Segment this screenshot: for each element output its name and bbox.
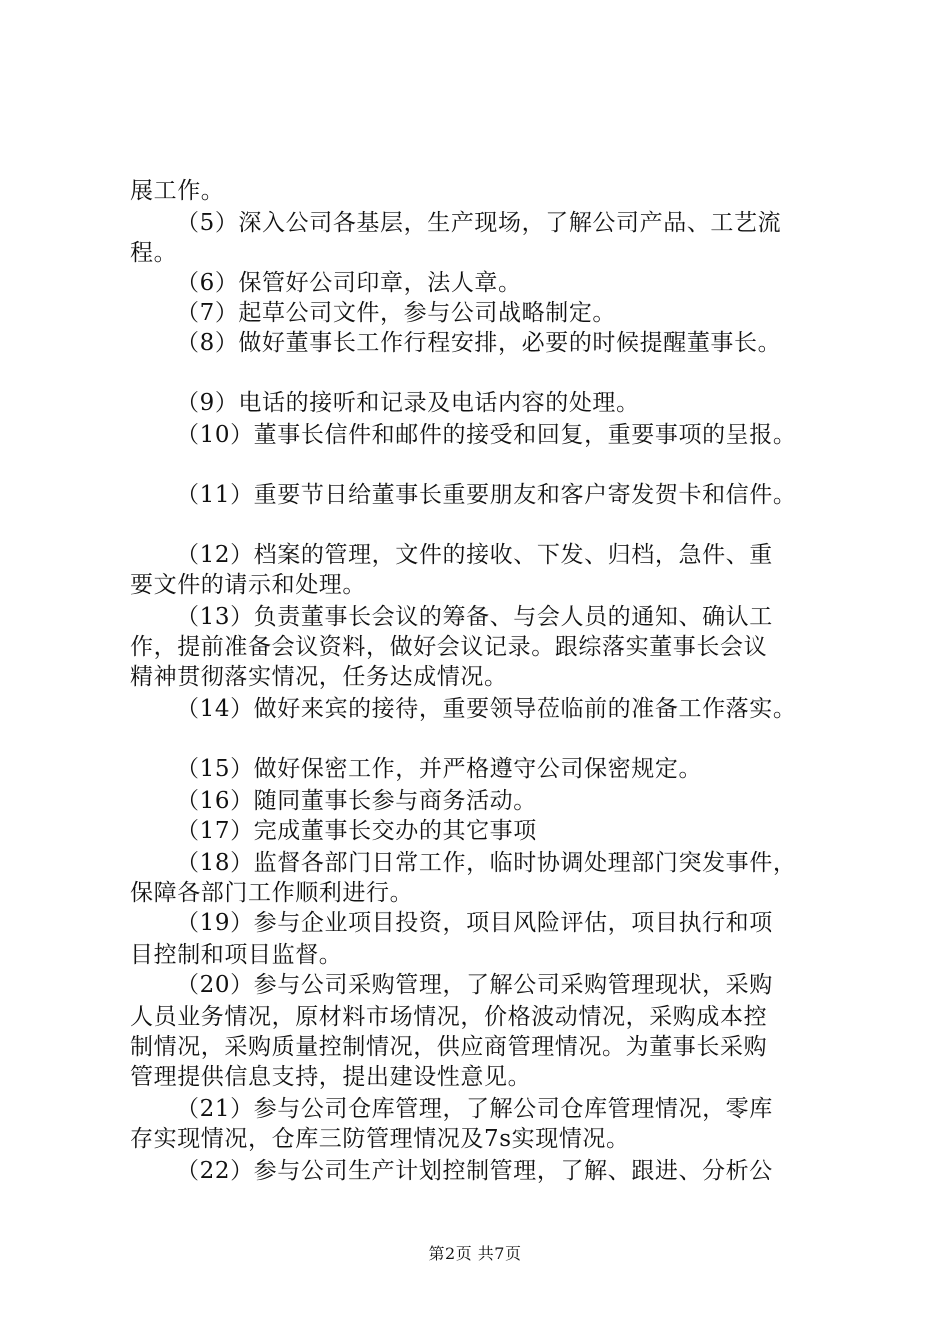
text-line: （11）重要节日给董事长重要朋友和客户寄发贺卡和信件。: [176, 482, 797, 508]
text-line: 要文件的请示和处理。: [130, 572, 366, 598]
text-line: 作，提前准备会议资料，做好会议记录。跟综落实董事长会议: [130, 634, 768, 660]
text-line: （8）做好董事长工作行程安排，必要的时候提醒董事长。: [176, 330, 782, 356]
text-line: （14）做好来宾的接待，重要领导莅临前的准备工作落实。: [176, 696, 797, 722]
text-line: （19）参与企业项目投资，项目风险评估，项目执行和项: [176, 910, 773, 936]
text-line: （17）完成董事长交办的其它事项: [176, 818, 537, 844]
text-line: 存实现情况，仓库三防管理情况及7s实现情况。: [130, 1126, 630, 1152]
text-line: 展工作。: [130, 178, 225, 204]
text-line: 保障各部门工作顺利进行。: [130, 880, 414, 906]
text-line: 制情况，采购质量控制情况，供应商管理情况。为董事长采购: [130, 1034, 768, 1060]
text-line: （5）深入公司各基层，生产现场，了解公司产品、工艺流: [176, 210, 782, 236]
text-line: （13）负责董事长会议的筹备、与会人员的通知、确认工: [176, 604, 773, 630]
text-line: （9）电话的接听和记录及电话内容的处理。: [176, 390, 640, 416]
text-line: （18）监督各部门日常工作，临时协调处理部门突发事件，: [176, 850, 797, 876]
text-line: （22）参与公司生产计划控制管理，了解、跟进、分析公: [176, 1158, 773, 1184]
text-line: 管理提供信息支持，提出建设性意见。: [130, 1064, 532, 1090]
text-line: 精神贯彻落实情况，任务达成情况。: [130, 664, 508, 690]
text-line: （15）做好保密工作，并严格遵守公司保密规定。: [176, 756, 703, 782]
text-line: 程。: [130, 240, 178, 266]
text-line: （20）参与公司采购管理，了解公司采购管理现状，采购: [176, 972, 773, 998]
text-line: （7）起草公司文件，参与公司战略制定。: [176, 300, 617, 326]
text-line: （21）参与公司仓库管理，了解公司仓库管理情况，零库: [176, 1096, 773, 1122]
page-number-footer: 第2页 共7页: [428, 1244, 522, 1263]
text-line: （10）董事长信件和邮件的接受和回复，重要事项的呈报。: [176, 422, 797, 448]
text-line: （16）随同董事长参与商务活动。: [176, 788, 537, 814]
text-line: 人员业务情况，原材料市场情况，价格波动情况，采购成本控: [130, 1004, 768, 1030]
text-line: （12）档案的管理，文件的接收、下发、归档，急件、重: [176, 542, 773, 568]
text-line: 目控制和项目监督。: [130, 942, 343, 968]
text-line: （6）保管好公司印章，法人章。: [176, 270, 522, 296]
